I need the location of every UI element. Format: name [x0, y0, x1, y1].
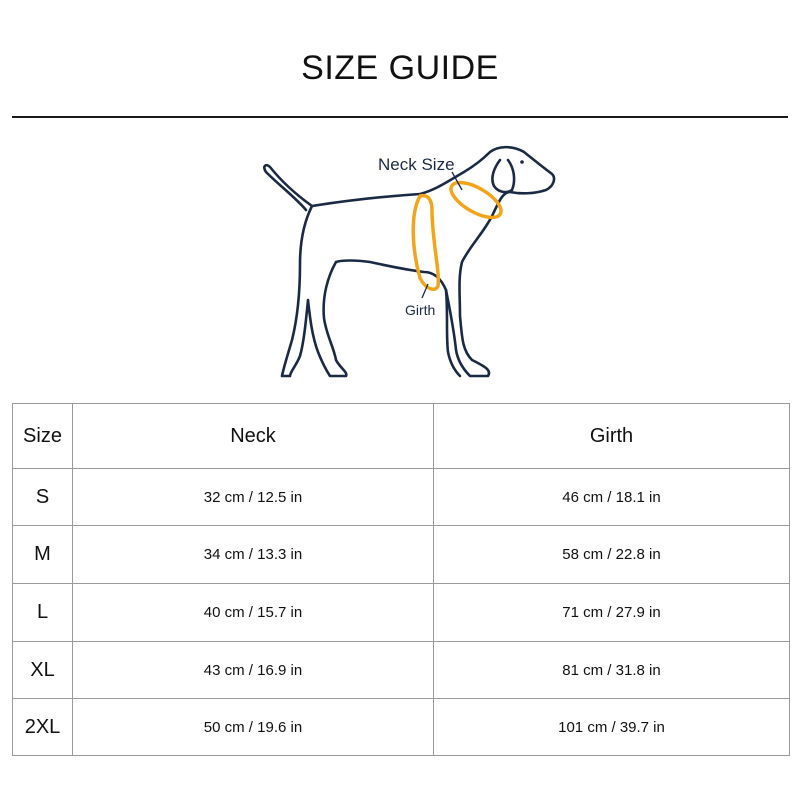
- size-cell: S: [13, 469, 73, 526]
- neck-cell: 43 cm / 16.9 in: [73, 642, 434, 699]
- neck-column-header: Neck: [73, 404, 434, 469]
- neck-cell: 32 cm / 12.5 in: [73, 469, 434, 526]
- table-header-row: [13, 404, 790, 469]
- girth-label: Girth: [405, 302, 436, 318]
- dog-ear: [492, 160, 514, 192]
- table-row: [13, 642, 790, 699]
- size-cell: XL: [13, 642, 73, 699]
- dog-illustration: [240, 140, 560, 385]
- neck-cell: 40 cm / 15.7 in: [73, 584, 434, 642]
- title-divider: [12, 116, 788, 118]
- size-cell: 2XL: [13, 699, 73, 756]
- neck-cell: 34 cm / 13.3 in: [73, 526, 434, 584]
- girth-cell: 81 cm / 31.8 in: [434, 642, 790, 699]
- girth-cell: 46 cm / 18.1 in: [434, 469, 790, 526]
- size-column-header: Size: [13, 404, 73, 469]
- size-table: [12, 403, 790, 756]
- table-row: [13, 526, 790, 584]
- neck-cell: 50 cm / 19.6 in: [73, 699, 434, 756]
- girth-cell: 101 cm / 39.7 in: [434, 699, 790, 756]
- neck-size-label: Neck Size: [378, 155, 455, 174]
- girth-column-header: Girth: [434, 404, 790, 469]
- page-title: SIZE GUIDE: [301, 49, 499, 87]
- table-row: [13, 469, 790, 526]
- dog-measurement-diagram: [240, 140, 560, 385]
- table-row: [13, 584, 790, 642]
- neck-measure-loop: [446, 176, 506, 225]
- girth-cell: 58 cm / 22.8 in: [434, 526, 790, 584]
- girth-cell: 71 cm / 27.9 in: [434, 584, 790, 642]
- dog-tail: [264, 165, 312, 210]
- size-cell: L: [13, 584, 73, 642]
- dog-eye: [520, 160, 524, 164]
- size-cell: M: [13, 526, 73, 584]
- table-row: [13, 699, 790, 756]
